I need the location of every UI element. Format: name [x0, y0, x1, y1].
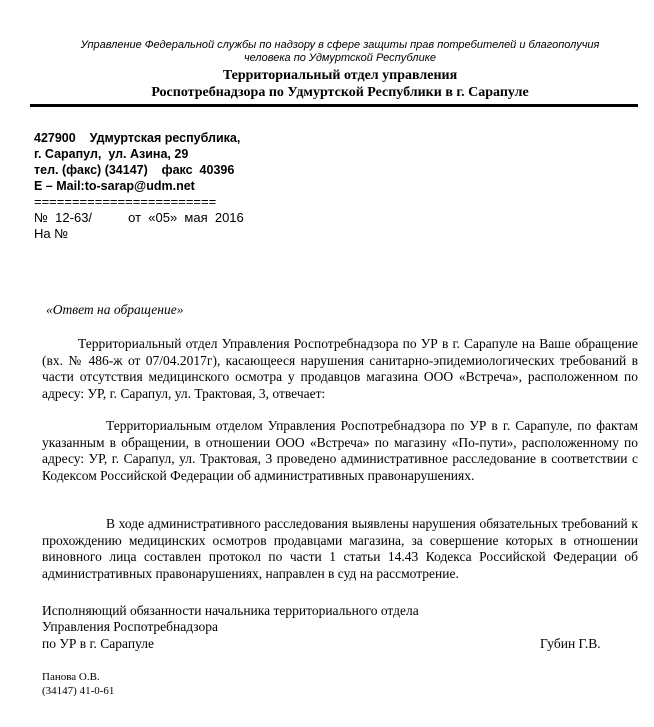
executor-phone: (34147) 41-0-61	[42, 685, 115, 697]
department-name-line2: Роспотребнадзора по Удмуртской Республики в г. Сарапуле	[151, 85, 529, 100]
signatory-name: Губин Г.В.	[540, 636, 601, 651]
address-postal: 427900 Удмуртская республика,	[34, 131, 241, 145]
signatory-title-line1: Исполняющий обязанности начальника территориального отдела	[42, 603, 419, 618]
address-email: E – Mail:to-sarap@udm.net	[34, 179, 195, 193]
signatory-title-line3: по УР в г. Сарапуле	[42, 636, 154, 651]
outgoing-number: № 12-63/ от «05» мая 2016	[34, 210, 244, 225]
body-paragraph: В ходе административного расследования выявлены нарушения обязательных требований к прохождению медицинских осмотров продавцами магазина, за совершение которых в отношении виновного лица составлен протокол по части 1 статьи 14.43 Кодекса Российской Федерации об административных правонарушениях, направлен в суд на рассмотрение.	[42, 516, 638, 581]
header-divider	[30, 104, 638, 107]
department-name-line1: Территориальный отдел управления	[222, 68, 458, 83]
address-street: г. Сарапул, ул. Азина, 29	[34, 147, 189, 161]
executor-name: Панова О.В.	[42, 671, 100, 683]
agency-name-line2: человека по Удмуртской Республике	[243, 52, 437, 64]
address-separator: ========================	[34, 194, 217, 209]
letter-subject: «Ответ на обращение»	[46, 302, 184, 317]
address-phone: тел. (факс) (34147) факс 40396	[34, 163, 235, 177]
body-paragraph: Территориальный отдел Управления Роспотребнадзора по УР в г. Сарапуле на Ваше обращение (вх. № 486-ж от 07/04.2017г), касающееся нарушения санитарно-эпидемиологических требований в части отсутствия медицинского осмотра у продавцов магазина ООО «Встреча», расположенном по адресу: УР, г. Сарапул, ул. Трактовая, 3, отвечает:	[42, 336, 638, 401]
reply-to-number: На №	[34, 226, 69, 241]
body-paragraph: Территориальным отделом Управления Роспотребнадзора по УР в г. Сарапуле, по фактам указанным в обращении, в отношении ООО «Встреча» по магазину «По-пути», расположенному по адресу: УР, г. Сарапул, ул. Трактовая, 3 проведено административное расследование в соответствии с Кодексом Российской Федерации об административных правонарушениях.	[42, 418, 638, 483]
signatory-title-line2: Управления Роспотребнадзора	[42, 619, 219, 634]
agency-name-line1: Управление Федеральной службы по надзору в сфере защиты прав потребителей и благополучия	[80, 39, 600, 51]
